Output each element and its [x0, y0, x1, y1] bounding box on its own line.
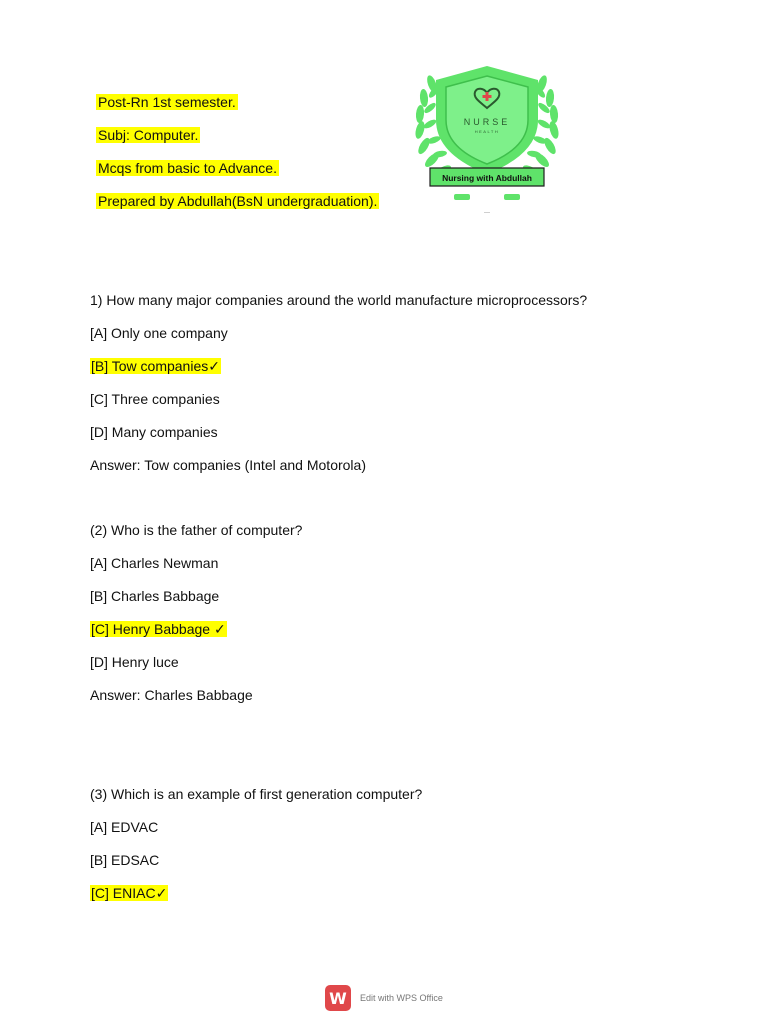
svg-text:NURSE: NURSE: [463, 117, 511, 127]
svg-text:HEALTH: HEALTH: [474, 129, 500, 134]
question-text: 1) How many major companies around the world manufacture microprocessors?: [90, 292, 588, 308]
header-line-mcqs: Mcqs from basic to Advance.: [98, 160, 277, 176]
answer-text: Answer: Charles Babbage: [90, 687, 253, 703]
header-line-author: Prepared by Abdullah(BsN undergraduation).: [98, 193, 378, 209]
option-b: [B] Charles Babbage: [90, 588, 220, 604]
question-text: (3) Which is an example of first generation computer?: [90, 786, 423, 802]
header-line-subject: Subj: Computer.: [98, 127, 199, 143]
svg-text:Nursing with Abdullah: Nursing with Abdullah: [442, 173, 532, 183]
wps-office-icon[interactable]: W: [325, 985, 351, 1011]
option-a: [A] EDVAC: [90, 819, 159, 835]
option-c-correct: [C] Henry Babbage ✓: [91, 621, 226, 637]
edit-with-wps-link[interactable]: Edit with WPS Office: [360, 993, 443, 1003]
nurse-health-logo: [410, 62, 564, 218]
option-c: [C] Three companies: [90, 391, 220, 407]
option-b-correct: [B] Tow companies✓: [91, 358, 220, 374]
option-c-correct: [C] ENIAC✓: [91, 885, 168, 901]
header-line-semester: Post-Rn 1st semester.: [98, 94, 236, 110]
answer-text: Answer: Tow companies (Intel and Motorola): [90, 457, 366, 473]
option-d: [D] Many companies: [90, 424, 218, 440]
option-a: [A] Only one company: [90, 325, 228, 341]
option-a: [A] Charles Newman: [90, 555, 219, 571]
question-text: (2) Who is the father of computer?: [90, 522, 303, 538]
option-d: [D] Henry luce: [90, 654, 179, 670]
wps-edit-footer[interactable]: [325, 984, 443, 1012]
option-b: [B] EDSAC: [90, 852, 160, 868]
